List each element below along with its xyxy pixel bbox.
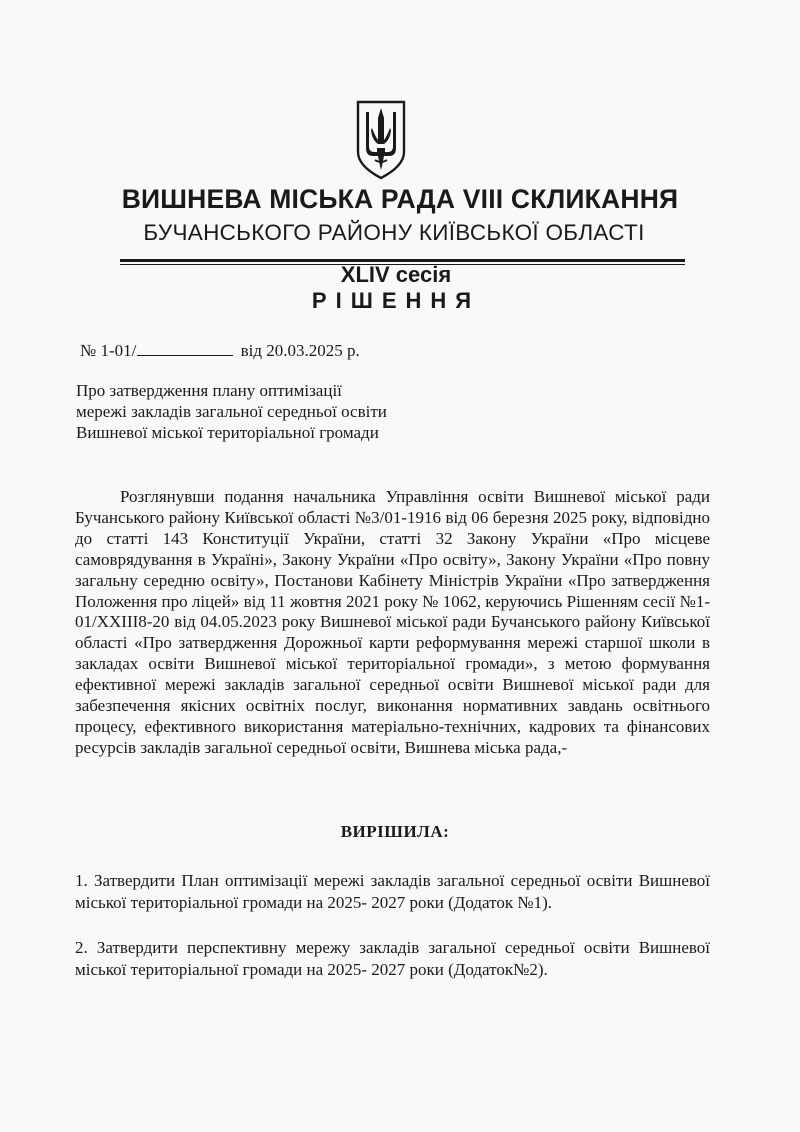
decision-subject <box>76 380 387 443</box>
subject-line: Про затвердження плану оптимізації <box>76 381 342 400</box>
coat-of-arms-trident-icon <box>355 100 407 180</box>
decision-number-line <box>80 340 360 361</box>
subject-line: мережі закладів загальної середньої освіти <box>76 402 387 421</box>
decision-heading: РІШЕННЯ <box>311 288 481 313</box>
subject-line: Вишневої міської територіальної громади <box>76 423 379 442</box>
preamble-paragraph: Розглянувши подання начальника Управління освіти Вишневої міської ради Бучанського району Київської області №3/01-1916 від 06 березня 2025 року, відповідно до статті 143 Конституції України, статті 32 Закону України «Про місцеве самоврядування в Україні», Закону України «Про освіту», Закону України «Про повну загальну середню освіту», Постанови Кабінету Міністрів України «Про затвердження Положення про ліцей» від 11 жовтня 2021 року № 1062, керуючись Рішенням сесії №1-01/XXIII8-20 від 04.05.2023 року Вишневої міської ради Бучанського району Київської області «Про затвердження Дорожньої карти реформування мережі старшої школи в закладах освіти Вишневої міської територіальної громади», з метою формування ефективної мережі закладів загальної середньої освіти Вишневої міської ради для забезпечення якісних освітніх послуг, виконання нормативних завдань освітнього процесу, ефективного використання матеріально-технічних, кадрових та фінансових ресурсів закладів загальної середньої освіти, Вишнева міська рада,- <box>75 487 710 757</box>
resolution-item: 1. Затвердити План оптимізації мережі закладів загальної середньої освіти Вишневої міської територіальної громади на 2025- 2027 роки (Додаток №1). <box>75 871 710 912</box>
session-label: XLIV сесія <box>340 262 452 287</box>
district-subtitle: БУЧАНСЬКОГО РАЙОНУ КИЇВСЬКОЇ ОБЛАСТІ <box>143 220 645 245</box>
decision-date: від 20.03.2025 р. <box>240 341 360 360</box>
resolution-item: 2. Затвердити перспективну мережу закладів загальної середньої освіти Вишневої міської територіальної громади на 2025- 2027 роки (Додаток№2). <box>75 938 710 979</box>
decision-number: № 1-01/ <box>80 341 137 360</box>
resolved-heading: ВИРІШИЛА: <box>340 822 450 841</box>
number-blank-underline <box>137 340 233 356</box>
council-title: ВИШНЕВА МІСЬКА РАДА VIII СКЛИКАННЯ <box>121 184 679 214</box>
